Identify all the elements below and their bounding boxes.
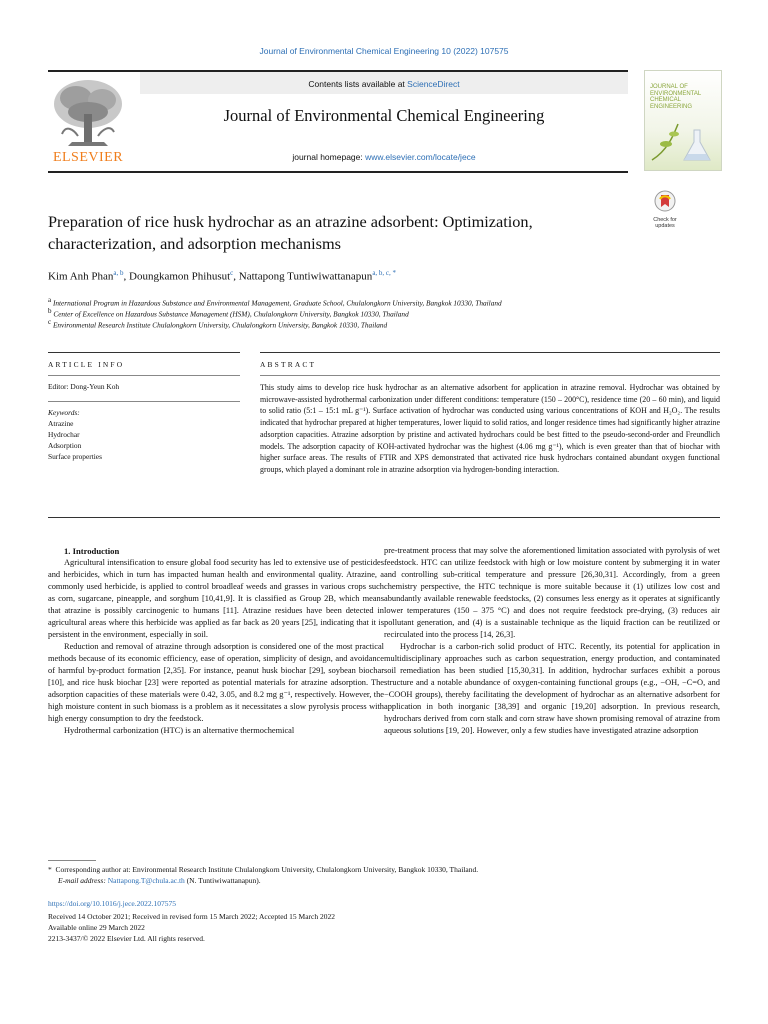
- homepage-prefix: journal homepage:: [292, 152, 366, 162]
- email-label: E-mail address:: [58, 876, 106, 885]
- footnote-corresponding: [48, 864, 738, 875]
- body-column-right: [384, 545, 720, 737]
- affiliation-text: Center of Excellence on Hazardous Substance Management (HSM), Chulalongkorn University, Bangkok 10330, Thailand: [53, 309, 409, 319]
- journal-reference[interactable]: Journal of Environmental Chemical Engineering 10 (2022) 107575: [259, 46, 509, 56]
- keyword[interactable]: Surface properties: [48, 452, 102, 461]
- history-line: 2213-3437/© 2022 Elsevier Ltd. All rights reserved.: [48, 934, 205, 943]
- footnote-marker: *: [48, 865, 52, 874]
- author-name[interactable]: Nattapong Tuntiwiwattanapun: [238, 270, 373, 283]
- body-column-left: [48, 545, 384, 737]
- abstract-bottom-rule: [48, 517, 720, 518]
- journal-name: Journal of Environmental Chemical Engineering: [223, 106, 545, 125]
- elsevier-wordmark: ELSEVIER: [52, 150, 124, 165]
- editor-line: Editor: Dong-Yeun Koh: [48, 382, 120, 391]
- abstract-text: This study aims to develop rice husk hydrochar as an alternative adsorbent for application in atrazine removal. Hydrochar was obtained by microwave-assisted hydrothermal carbonization under different conditions: temperature (150 – 200°C), residence time (20 – 60 min), and liquid to solid ratio (5:1 – 15:1 mL g⁻¹). Surface activation of hydrochar was conducted using various concentrations of KOH and H₂O₂. The results indicated that hydrochar prepared at higher temperatures, lower liquid to solid ratios, and longer residence times had significantly higher atrazine adsorption capacities. Atrazine adsorption by pristine and activated hydrochars could be best fitted to the pseudo-second-order and Freundlich models. The adsorption capacity of KOH-activated hydrochar was the highest (4.06 mg g⁻¹), which is even greater than that of biochar with higher surface areas. The results of FTIR and XPS demonstrated that activated rice husk hydrochars contained abundant oxygen functional groups, which played a dominant role in atrazine adsorption via hydrogen-bonding interaction.: [260, 383, 720, 474]
- footnote-email-line: [48, 875, 738, 886]
- author-name[interactable]: Kim Anh Phan: [48, 270, 114, 283]
- article-info-rule: [48, 352, 240, 353]
- contents-line: [140, 79, 628, 89]
- abstract-subrule: [260, 375, 720, 376]
- author-list: [48, 269, 688, 283]
- cover-title: JOURNAL OF ENVIRONMENTAL CHEMICAL ENGINEERING: [650, 84, 702, 110]
- keywords-label: Keywords:: [48, 408, 80, 417]
- affiliation-mark: c: [48, 318, 52, 326]
- keyword[interactable]: Adsorption: [48, 441, 82, 450]
- author-affiliation-marks[interactable]: a, b: [113, 269, 124, 277]
- homepage-link[interactable]: www.elsevier.com/locate/jece: [365, 152, 476, 162]
- check-updates-label: Check for updates: [653, 217, 677, 229]
- email-suffix: (N. Tuntiwiwattanapun).: [186, 876, 261, 885]
- article-info-subrule: [48, 375, 240, 376]
- doi-link[interactable]: https://doi.org/10.1016/j.jece.2022.107575: [48, 899, 176, 908]
- cover-flask-icon: [648, 120, 718, 166]
- homepage-line: [140, 152, 628, 162]
- introduction-heading: 1. Introduction: [64, 546, 120, 556]
- footnote-text: Corresponding author at: Environmental Research Institute Chulalongkorn University, Chulalongkorn University, Bangkok 10330, Thailand.: [55, 865, 479, 874]
- abstract-rule: [260, 352, 720, 353]
- title-line-1: Preparation of rice husk hydrochar as an atrazine adsorbent: Optimization,: [48, 212, 533, 231]
- affiliation-mark: a: [48, 296, 52, 304]
- check-updates-icon: [654, 190, 676, 212]
- history-line: Available online 29 March 2022: [48, 923, 145, 932]
- affiliation-mark: b: [48, 307, 52, 315]
- body-paragraph: Agricultural intensification to ensure global food security has led to extensive use of pesticides and herbicides, which in turn has impacted human health and environmental quality. Atrazine, a commonly used herbicide, is applied to control broadleaf weeds and grasses in various crops such as corn, sugarcane, pineapple, and sorghum [10,41,9]. It is classified as Group 2B, which means that atrazine is possibly carcinogenic to humans [11]. Atrazine residues have been detected in agricultural areas where this herbicide was applied as far back as 20 years [25], indicating that it is persistent in the environment, especially in soil.: [48, 558, 384, 639]
- history-line: Received 14 October 2021; Received in revised form 15 March 2022; Accepted 15 March 2022: [48, 912, 335, 921]
- body-paragraph: Reduction and removal of atrazine through adsorption is considered one of the most practical methods because of its economic efficiency, ease of operation, simplicity of design, and avoidance of harmful by-product formation [2,35]. For instance, peanut husk biochar [29], soybean biochar [10], and rice husk biochar [23] were reported as potential materials for atrazine adsorption. The adsorption capacities of these materials were 0.42, 3.05, and 8.2 mg g⁻¹, respectively. However, the high moisture content in such biomass is a problem as it necessitates a slow pyrolysis process with high energy consumption to dry the feedstock.: [48, 642, 384, 723]
- affiliation-text: Environmental Research Institute Chulalongkorn University, Chulalongkorn University, Bangkok 10330, Thailand: [52, 320, 388, 330]
- body-paragraph: Hydrochar is a carbon-rich solid product of HTC. Recently, its potential for application in multidisciplinary approaches such as carbon sequestration, energy production, and contaminated soil remediation has been studied [15,30,31]. In addition, hydrochar surfaces exhibit a porous structure and a notable abundance of oxygen-containing functional groups (e.g., −OH, −C=O, and −COOH groups), thereby facilitating the development of hydrochar as an alternative adsorbent for application in both inorganic [38,39] and organic [19,20] adsorption. In previous research, hydrochars derived from corn stalk and corn straw have shown promising removal of atrazine from aqueous solutions [19, 20]. However, only a few studies have investigated atrazine adsorption: [384, 642, 720, 735]
- editor-rule: [48, 401, 240, 402]
- keyword[interactable]: Atrazine: [48, 419, 74, 428]
- author-affiliation-marks[interactable]: c: [230, 269, 234, 277]
- title-line-2: characterization, and adsorption mechanisms: [48, 234, 341, 253]
- affiliation: [48, 318, 728, 329]
- corresponding-author-footnote: [48, 864, 738, 886]
- author-affiliation-marks[interactable]: a, b, c, *: [372, 269, 397, 277]
- author-separator: ,: [123, 270, 130, 283]
- affiliation: [48, 296, 728, 307]
- body-paragraph: Hydrothermal carbonization (HTC) is an alternative thermochemical: [64, 726, 295, 735]
- affiliation-text: International Program in Hazardous Substance and Environmental Management, Graduate School, Chulalongkorn University, Bangkok 10330, Thailand: [52, 298, 502, 308]
- body-paragraph: pre-treatment process that may solve the aforementioned limitation associated with pyrolysis of wet feedstock. HTC can utilize feedstock with high or low moisture content by submerging it in water and controlling sub-critical temperature and pressure [26,30,31]. Accordingly, from a green chemistry perspective, the HTC technique is more suitable because it (1) utilizes low cost and abundantly available renewable feedstocks, (2) consumes less energy as it operates at significantly lower temperatures (150 – 375 °C) and does not require feedstock pre-drying, (3) reduces air pollutant generation, and (4) is a sustainable technique as the liquid fraction can be reutilized or recirculated into the process [14, 26,3].: [384, 546, 720, 639]
- article-info-heading: ARTICLE INFO: [48, 360, 125, 369]
- sciencedirect-link[interactable]: ScienceDirect: [407, 79, 460, 89]
- affiliation: [48, 307, 728, 318]
- footnote-rule: [48, 860, 96, 861]
- check-for-updates-button[interactable]: [648, 190, 682, 230]
- email-link[interactable]: Nattapong.T@chula.ac.th: [107, 876, 185, 885]
- contents-prefix: Contents lists available at: [308, 79, 408, 89]
- keyword[interactable]: Hydrochar: [48, 430, 80, 439]
- abstract-heading: ABSTRACT: [260, 360, 317, 369]
- article-title: [48, 211, 628, 255]
- author-name[interactable]: Doungkamon Phihusut: [129, 270, 231, 283]
- article-history: [48, 911, 335, 944]
- author-separator: ,: [233, 270, 239, 283]
